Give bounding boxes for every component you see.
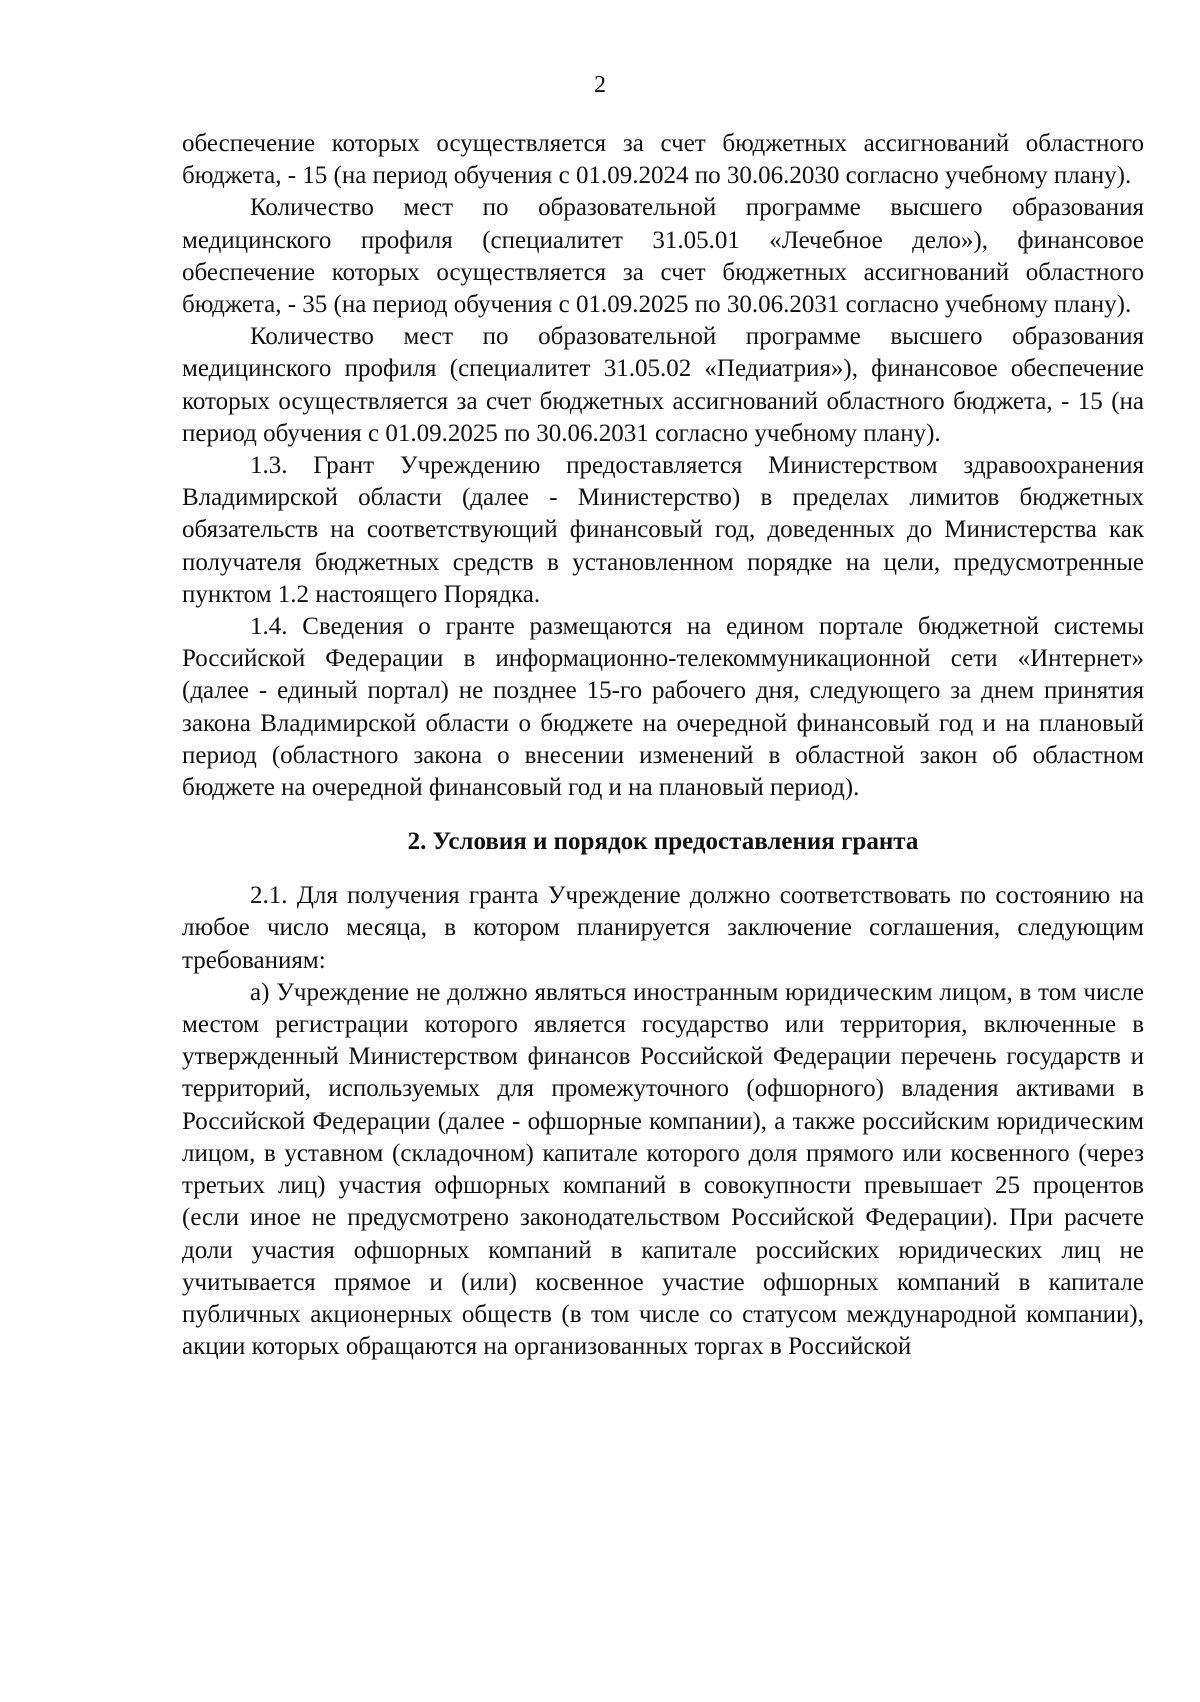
paragraph-2-1: 2.1. Для получения гранта Учреждение должно соответствовать по состоянию на любое число месяца, в котором планируется заключение соглашения, следующим требованиям: xyxy=(182,882,1144,974)
paragraph-1-4: 1.4. Сведения о гранте размещаются на едином портале бюджетной системы Российской Федерации в информационно-телекоммуникационной сети «Интернет» (далее - единый портал) не позднее 15-го рабочего дня, следующего за днем принятия закона Владимирской области о бюджете на очередной финансовый год и на плановый период (областного закона о внесении изменений в областной закон об областном бюджете на очередной финансовый год и на плановый период). xyxy=(182,613,1144,802)
paragraph-places-lechebnoe-delo: Количество мест по образовательной программе высшего образования медицинского профиля (специалитет 31.05.01 «Лечебное дело»), финансовое обеспечение которых осуществляется за счет бюджетных ассигнований областного бюджета, - 35 (на период обучения с 01.09.2025 по 30.06.2031 согласно учебному плану). xyxy=(182,194,1144,319)
document-body xyxy=(182,128,1144,1363)
paragraph-2-1-a: а) Учреждение не должно являться иностранным юридическим лицом, в том числе местом регистрации которого является государство или территория, включенные в утвержденный Министерством финансов Российской Федерации перечень государств и территорий, используемых для промежуточного (офшорного) владения активами в Российской Федерации (далее - офшорные компании), а также российским юридическим лицом, в уставном (складочном) капитале которого доля прямого или косвенного (через третьих лиц) участия офшорных компаний в совокупности превышает 25 процентов (если иное не предусмотрено законодательством Российской Федерации). При расчете доли участия офшорных компаний в капитале российских юридических лиц не учитывается прямое и (или) косвенное участие офшорных компаний в капитале публичных акционерных обществ (в том числе со статусом международной компании), акции которых обращаются на организованных торгах в Российской xyxy=(182,978,1144,1361)
paragraph-places-pediatriya: Количество мест по образовательной программе высшего образования медицинского профиля (специалитет 31.05.02 «Педиатрия»), финансовое обеспечение которых осуществляется за счет бюджетных ассигнований областного бюджета, - 15 (на период обучения с 01.09.2025 по 30.06.2031 согласно учебному плану). xyxy=(182,323,1144,447)
page-number: 2 xyxy=(594,72,606,98)
paragraph-continuation: обеспечение которых осуществляется за счет бюджетных ассигнований областного бюджета, - 15 (на период обучения с 01.09.2024 по 30.06.2030 согласно учебному плану). xyxy=(182,130,1144,190)
paragraph-1-3: 1.3. Грант Учреждению предоставляется Министерством здравоохранения Владимирской области (далее - Министерство) в пределах лимитов бюджетных обязательств на соответствующий финансовый год, доведенных до Министерства как получателя бюджетных средств в установленном порядке на цели, предусмотренные пунктом 1.2 настоящего Порядка. xyxy=(182,452,1144,608)
section-heading: 2. Условия и порядок предоставления гранта xyxy=(407,828,919,856)
